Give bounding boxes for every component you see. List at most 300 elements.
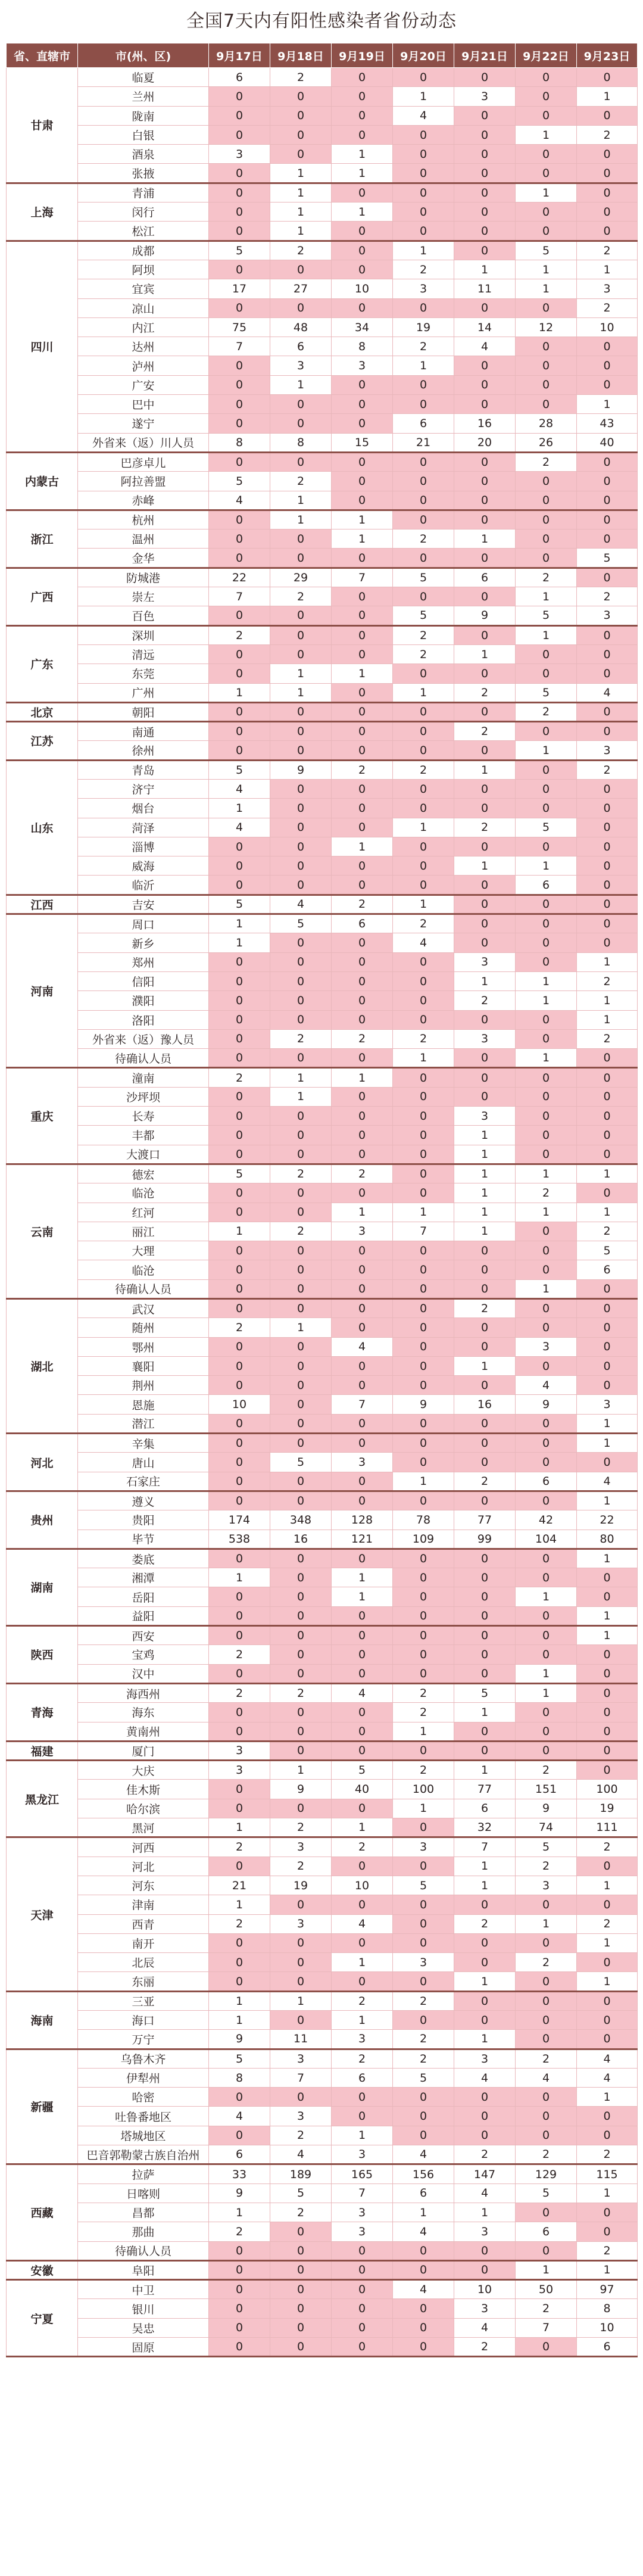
value-cell: 0 — [270, 1126, 332, 1145]
city-cell: 烟台 — [78, 799, 209, 818]
value-cell: 0 — [577, 1299, 638, 1318]
value-cell: 0 — [454, 914, 516, 933]
value-cell: 1 — [454, 1356, 516, 1375]
value-cell: 5 — [516, 1837, 577, 1857]
value-cell: 1 — [577, 2183, 638, 2203]
value-cell: 19 — [577, 1799, 638, 1818]
value-cell: 6 — [577, 1260, 638, 1279]
value-cell: 16 — [454, 1395, 516, 1414]
value-cell: 0 — [393, 702, 454, 721]
city-cell: 南通 — [78, 722, 209, 741]
value-cell: 0 — [454, 1664, 516, 1683]
value-cell: 0 — [454, 702, 516, 721]
value-cell: 0 — [270, 2318, 332, 2337]
value-cell: 0 — [270, 260, 332, 279]
value-cell: 0 — [270, 1299, 332, 1318]
value-cell: 0 — [516, 760, 577, 779]
value-cell: 0 — [332, 644, 393, 664]
value-cell: 0 — [454, 2260, 516, 2279]
value-cell: 0 — [454, 549, 516, 568]
value-cell: 0 — [393, 1491, 454, 1510]
table-row — [7, 1087, 638, 1106]
value-cell: 0 — [332, 222, 393, 241]
city-cell: 信阳 — [78, 971, 209, 990]
value-cell: 20 — [454, 433, 516, 452]
table-row — [7, 491, 638, 510]
table-row — [7, 779, 638, 798]
value-cell: 0 — [577, 1645, 638, 1664]
value-cell: 0 — [209, 2299, 270, 2318]
value-cell: 0 — [393, 587, 454, 606]
value-cell: 1 — [332, 164, 393, 183]
value-cell: 0 — [270, 1664, 332, 1683]
value-cell: 0 — [516, 1549, 577, 1568]
province-cell: 黑龙江 — [7, 1761, 78, 1837]
value-cell: 0 — [516, 510, 577, 529]
value-cell: 1 — [454, 856, 516, 876]
value-cell: 0 — [270, 1549, 332, 1568]
value-cell: 0 — [454, 837, 516, 856]
table-row — [7, 722, 638, 741]
value-cell: 0 — [209, 1049, 270, 1068]
city-cell: 哈密 — [78, 2088, 209, 2107]
value-cell: 48 — [270, 317, 332, 337]
value-cell: 2 — [270, 2126, 332, 2145]
value-cell: 2 — [209, 1914, 270, 1933]
table-row — [7, 1068, 638, 1087]
value-cell: 0 — [516, 1241, 577, 1260]
header-city: 市(州、区) — [78, 43, 209, 68]
province-group — [7, 625, 638, 702]
value-cell: 0 — [393, 1356, 454, 1375]
value-cell: 0 — [454, 1337, 516, 1356]
value-cell: 0 — [516, 106, 577, 125]
value-cell: 0 — [577, 1049, 638, 1068]
value-cell: 1 — [454, 1703, 516, 1722]
province-cell: 西藏 — [7, 2164, 78, 2260]
value-cell: 3 — [332, 2222, 393, 2241]
value-cell: 1 — [454, 1876, 516, 1895]
value-cell: 0 — [332, 1933, 393, 1952]
value-cell: 2 — [516, 2145, 577, 2164]
value-cell: 2 — [516, 1953, 577, 1972]
value-cell: 0 — [516, 1222, 577, 1241]
value-cell: 0 — [209, 549, 270, 568]
city-cell: 昌都 — [78, 2203, 209, 2222]
value-cell: 0 — [516, 644, 577, 664]
value-cell: 0 — [577, 2222, 638, 2241]
value-cell: 0 — [332, 1010, 393, 1029]
value-cell: 0 — [454, 779, 516, 798]
value-cell: 0 — [577, 1356, 638, 1375]
city-cell: 东莞 — [78, 664, 209, 683]
value-cell: 0 — [393, 2260, 454, 2279]
value-cell: 1 — [332, 1953, 393, 1972]
table-row — [7, 87, 638, 106]
value-cell: 1 — [393, 1799, 454, 1818]
value-cell: 3 — [516, 1337, 577, 1356]
value-cell: 0 — [454, 1260, 516, 1279]
value-cell: 0 — [393, 1453, 454, 1472]
city-cell: 张掖 — [78, 164, 209, 183]
value-cell: 9 — [209, 2183, 270, 2203]
value-cell: 4 — [516, 1376, 577, 1395]
value-cell: 2 — [454, 2145, 516, 2164]
value-cell: 0 — [270, 799, 332, 818]
city-cell: 济宁 — [78, 779, 209, 798]
value-cell: 0 — [454, 356, 516, 375]
value-cell: 4 — [332, 1337, 393, 1356]
value-cell: 6 — [393, 414, 454, 433]
value-cell: 2 — [393, 2049, 454, 2068]
city-cell: 待确认人员 — [78, 2241, 209, 2260]
value-cell: 1 — [454, 971, 516, 990]
value-cell: 0 — [270, 1472, 332, 1491]
value-cell: 0 — [393, 664, 454, 683]
province-group — [7, 1549, 638, 1625]
city-cell: 汉中 — [78, 1664, 209, 1683]
value-cell: 0 — [332, 298, 393, 317]
value-cell: 0 — [393, 1587, 454, 1606]
value-cell: 0 — [209, 2241, 270, 2260]
table-row — [7, 1049, 638, 1068]
value-cell: 1 — [209, 2010, 270, 2029]
value-cell: 0 — [209, 1953, 270, 1972]
value-cell: 3 — [454, 1107, 516, 1126]
table-row — [7, 1606, 638, 1625]
value-cell: 0 — [209, 971, 270, 990]
value-cell: 0 — [209, 1279, 270, 1298]
value-cell: 0 — [332, 2241, 393, 2260]
value-cell: 3 — [332, 356, 393, 375]
value-cell: 0 — [332, 1972, 393, 1991]
city-cell: 温州 — [78, 529, 209, 549]
value-cell: 0 — [577, 1953, 638, 1972]
value-cell: 6 — [577, 2338, 638, 2357]
value-cell: 0 — [516, 1010, 577, 1029]
province-group — [7, 1626, 638, 1684]
value-cell: 2 — [209, 1837, 270, 1857]
value-cell: 1 — [516, 1164, 577, 1183]
city-cell: 塔城地区 — [78, 2126, 209, 2145]
value-cell: 0 — [393, 2299, 454, 2318]
table-row — [7, 1510, 638, 1530]
city-cell: 吉安 — [78, 895, 209, 914]
value-cell: 151 — [516, 1780, 577, 1799]
value-cell: 1 — [209, 2203, 270, 2222]
city-cell: 潼南 — [78, 1068, 209, 1087]
value-cell: 5 — [209, 472, 270, 491]
value-cell: 0 — [577, 644, 638, 664]
value-cell: 0 — [332, 722, 393, 741]
value-cell: 0 — [454, 2010, 516, 2029]
city-cell: 周口 — [78, 914, 209, 933]
value-cell: 0 — [516, 722, 577, 741]
table-row — [7, 2338, 638, 2357]
value-cell: 0 — [516, 2107, 577, 2126]
table-row — [7, 1029, 638, 1048]
value-cell: 0 — [393, 971, 454, 990]
value-cell: 1 — [454, 529, 516, 549]
value-cell: 0 — [332, 1434, 393, 1453]
value-cell: 3 — [577, 741, 638, 760]
value-cell: 1 — [577, 1414, 638, 1433]
value-cell: 0 — [270, 1203, 332, 1222]
city-cell: 贵阳 — [78, 1510, 209, 1530]
value-cell: 3 — [270, 356, 332, 375]
value-cell: 0 — [393, 1279, 454, 1298]
value-cell: 0 — [332, 125, 393, 144]
value-cell: 0 — [454, 1491, 516, 1510]
value-cell: 5 — [516, 241, 577, 260]
value-cell: 1 — [577, 1203, 638, 1222]
province-group — [7, 510, 638, 568]
value-cell: 0 — [393, 2241, 454, 2260]
city-cell: 达州 — [78, 337, 209, 356]
province-cell: 重庆 — [7, 1068, 78, 1164]
value-cell: 2 — [270, 1222, 332, 1241]
value-cell: 2 — [270, 1857, 332, 1876]
value-cell: 0 — [577, 1068, 638, 1087]
province-cell: 甘肃 — [7, 68, 78, 183]
value-cell: 0 — [209, 1799, 270, 1818]
value-cell: 5 — [516, 606, 577, 625]
value-cell: 1 — [577, 2260, 638, 2279]
value-cell: 0 — [332, 1895, 393, 1914]
value-cell: 0 — [577, 1664, 638, 1683]
value-cell: 0 — [454, 1741, 516, 1760]
province-group — [7, 452, 638, 510]
value-cell: 1 — [209, 1568, 270, 1587]
value-cell: 0 — [393, 1414, 454, 1433]
value-cell: 4 — [577, 683, 638, 702]
value-cell: 1 — [209, 1222, 270, 1241]
city-cell: 朝阳 — [78, 702, 209, 721]
value-cell: 2 — [209, 1068, 270, 1087]
city-cell: 毕节 — [78, 1530, 209, 1549]
value-cell: 2 — [516, 568, 577, 587]
value-cell: 0 — [209, 1107, 270, 1126]
value-cell: 4 — [454, 2183, 516, 2203]
city-cell: 广州 — [78, 683, 209, 702]
value-cell: 2 — [577, 971, 638, 990]
table-row — [7, 222, 638, 241]
value-cell: 0 — [270, 1241, 332, 1260]
value-cell: 5 — [393, 2068, 454, 2087]
city-cell: 伊犁州 — [78, 2068, 209, 2087]
value-cell: 0 — [332, 452, 393, 471]
table-row — [7, 971, 638, 990]
value-cell: 0 — [454, 741, 516, 760]
value-cell: 8 — [209, 433, 270, 452]
value-cell: 8 — [270, 433, 332, 452]
city-cell: 临沧 — [78, 1183, 209, 1203]
value-cell: 0 — [209, 1434, 270, 1453]
value-cell: 6 — [332, 914, 393, 933]
table-row — [7, 1799, 638, 1818]
value-cell: 0 — [270, 1933, 332, 1952]
value-cell: 5 — [516, 683, 577, 702]
table-row — [7, 1241, 638, 1260]
value-cell: 2 — [577, 1914, 638, 1933]
value-cell: 9 — [393, 1395, 454, 1414]
value-cell: 0 — [454, 1933, 516, 1952]
value-cell: 0 — [577, 2010, 638, 2029]
value-cell: 0 — [516, 1568, 577, 1587]
value-cell: 0 — [270, 991, 332, 1010]
value-cell: 0 — [393, 1164, 454, 1183]
value-cell: 0 — [454, 1376, 516, 1395]
value-cell: 2 — [393, 644, 454, 664]
value-cell: 0 — [577, 1318, 638, 1337]
value-cell: 0 — [577, 722, 638, 741]
value-cell: 0 — [270, 2241, 332, 2260]
value-cell: 0 — [454, 125, 516, 144]
value-cell: 147 — [454, 2164, 516, 2183]
city-cell: 南开 — [78, 1933, 209, 1952]
value-cell: 4 — [454, 337, 516, 356]
value-cell: 0 — [332, 933, 393, 952]
value-cell: 0 — [577, 222, 638, 241]
value-cell: 3 — [454, 2299, 516, 2318]
value-cell: 0 — [393, 1857, 454, 1876]
value-cell: 0 — [577, 702, 638, 721]
value-cell: 5 — [516, 818, 577, 837]
value-cell: 1 — [577, 1434, 638, 1453]
value-cell: 2 — [209, 1645, 270, 1664]
value-cell: 0 — [577, 491, 638, 510]
value-cell: 0 — [270, 2280, 332, 2299]
province-group — [7, 1299, 638, 1434]
city-cell: 乌鲁木齐 — [78, 2049, 209, 2068]
value-cell: 0 — [577, 2203, 638, 2222]
value-cell: 2 — [393, 914, 454, 933]
value-cell: 0 — [270, 625, 332, 644]
header-date: 9月17日 — [209, 43, 270, 68]
city-cell: 泸州 — [78, 356, 209, 375]
province-group — [7, 702, 638, 721]
value-cell: 0 — [577, 818, 638, 837]
value-cell: 0 — [393, 1107, 454, 1126]
value-cell: 0 — [516, 472, 577, 491]
value-cell: 4 — [577, 1472, 638, 1491]
value-cell: 77 — [454, 1510, 516, 1530]
value-cell: 0 — [270, 837, 332, 856]
province-cell: 江西 — [7, 895, 78, 914]
table-row — [7, 876, 638, 895]
value-cell: 0 — [393, 991, 454, 1010]
province-group — [7, 68, 638, 183]
value-cell: 74 — [516, 1818, 577, 1837]
value-cell: 0 — [209, 106, 270, 125]
value-cell: 1 — [332, 1587, 393, 1606]
city-cell: 黑河 — [78, 1818, 209, 1837]
value-cell: 0 — [516, 145, 577, 164]
value-cell: 0 — [209, 1664, 270, 1683]
value-cell: 0 — [577, 1587, 638, 1606]
value-cell: 0 — [516, 222, 577, 241]
province-group — [7, 1068, 638, 1164]
value-cell: 0 — [270, 818, 332, 837]
value-cell: 3 — [393, 1837, 454, 1857]
city-cell: 菏泽 — [78, 818, 209, 837]
value-cell: 4 — [209, 818, 270, 837]
city-cell: 临沧 — [78, 1260, 209, 1279]
value-cell: 1 — [332, 1818, 393, 1837]
value-cell: 2 — [393, 1029, 454, 1048]
value-cell: 7 — [209, 587, 270, 606]
value-cell: 3 — [332, 2145, 393, 2164]
province-group — [7, 183, 638, 241]
value-cell: 0 — [516, 68, 577, 87]
value-cell: 129 — [516, 2164, 577, 2183]
value-cell: 3 — [454, 2049, 516, 2068]
value-cell: 0 — [393, 472, 454, 491]
value-cell: 1 — [454, 1164, 516, 1183]
table-row — [7, 587, 638, 606]
value-cell: 0 — [209, 1722, 270, 1741]
value-cell: 0 — [393, 1818, 454, 1837]
value-cell: 5 — [393, 606, 454, 625]
value-cell: 0 — [209, 1126, 270, 1145]
table-row — [7, 1741, 638, 1760]
table-row — [7, 606, 638, 625]
value-cell: 5 — [577, 549, 638, 568]
value-cell: 0 — [393, 1318, 454, 1337]
province-cell: 湖南 — [7, 1549, 78, 1625]
value-cell: 0 — [577, 799, 638, 818]
value-cell: 0 — [209, 2260, 270, 2279]
value-cell: 0 — [270, 1741, 332, 1760]
value-cell: 0 — [332, 1107, 393, 1126]
value-cell: 2 — [393, 260, 454, 279]
value-cell: 1 — [270, 683, 332, 702]
value-cell: 0 — [393, 68, 454, 87]
table-row — [7, 433, 638, 452]
value-cell: 0 — [393, 1549, 454, 1568]
header-date: 9月21日 — [454, 43, 516, 68]
city-cell: 巴彦卓儿 — [78, 452, 209, 471]
value-cell: 0 — [577, 356, 638, 375]
value-cell: 1 — [270, 510, 332, 529]
province-cell: 北京 — [7, 702, 78, 721]
value-cell: 43 — [577, 414, 638, 433]
city-cell: 吴忠 — [78, 2318, 209, 2337]
value-cell: 7 — [332, 1395, 393, 1414]
value-cell: 0 — [209, 529, 270, 549]
value-cell: 1 — [516, 279, 577, 298]
table-row — [7, 1549, 638, 1568]
value-cell: 0 — [332, 414, 393, 433]
value-cell: 3 — [270, 2049, 332, 2068]
value-cell: 1 — [577, 1876, 638, 1895]
city-cell: 陇南 — [78, 106, 209, 125]
value-cell: 6 — [209, 68, 270, 87]
value-cell: 0 — [332, 549, 393, 568]
value-cell: 0 — [332, 1279, 393, 1298]
value-cell: 0 — [332, 375, 393, 394]
value-cell: 0 — [332, 1356, 393, 1375]
value-cell: 4 — [516, 2068, 577, 2087]
value-cell: 1 — [270, 183, 332, 202]
value-cell: 0 — [270, 414, 332, 433]
province-cell: 广东 — [7, 625, 78, 702]
value-cell: 0 — [516, 837, 577, 856]
table-row — [7, 1126, 638, 1145]
city-cell: 防城港 — [78, 568, 209, 587]
value-cell: 1 — [516, 971, 577, 990]
value-cell: 1 — [270, 1318, 332, 1337]
